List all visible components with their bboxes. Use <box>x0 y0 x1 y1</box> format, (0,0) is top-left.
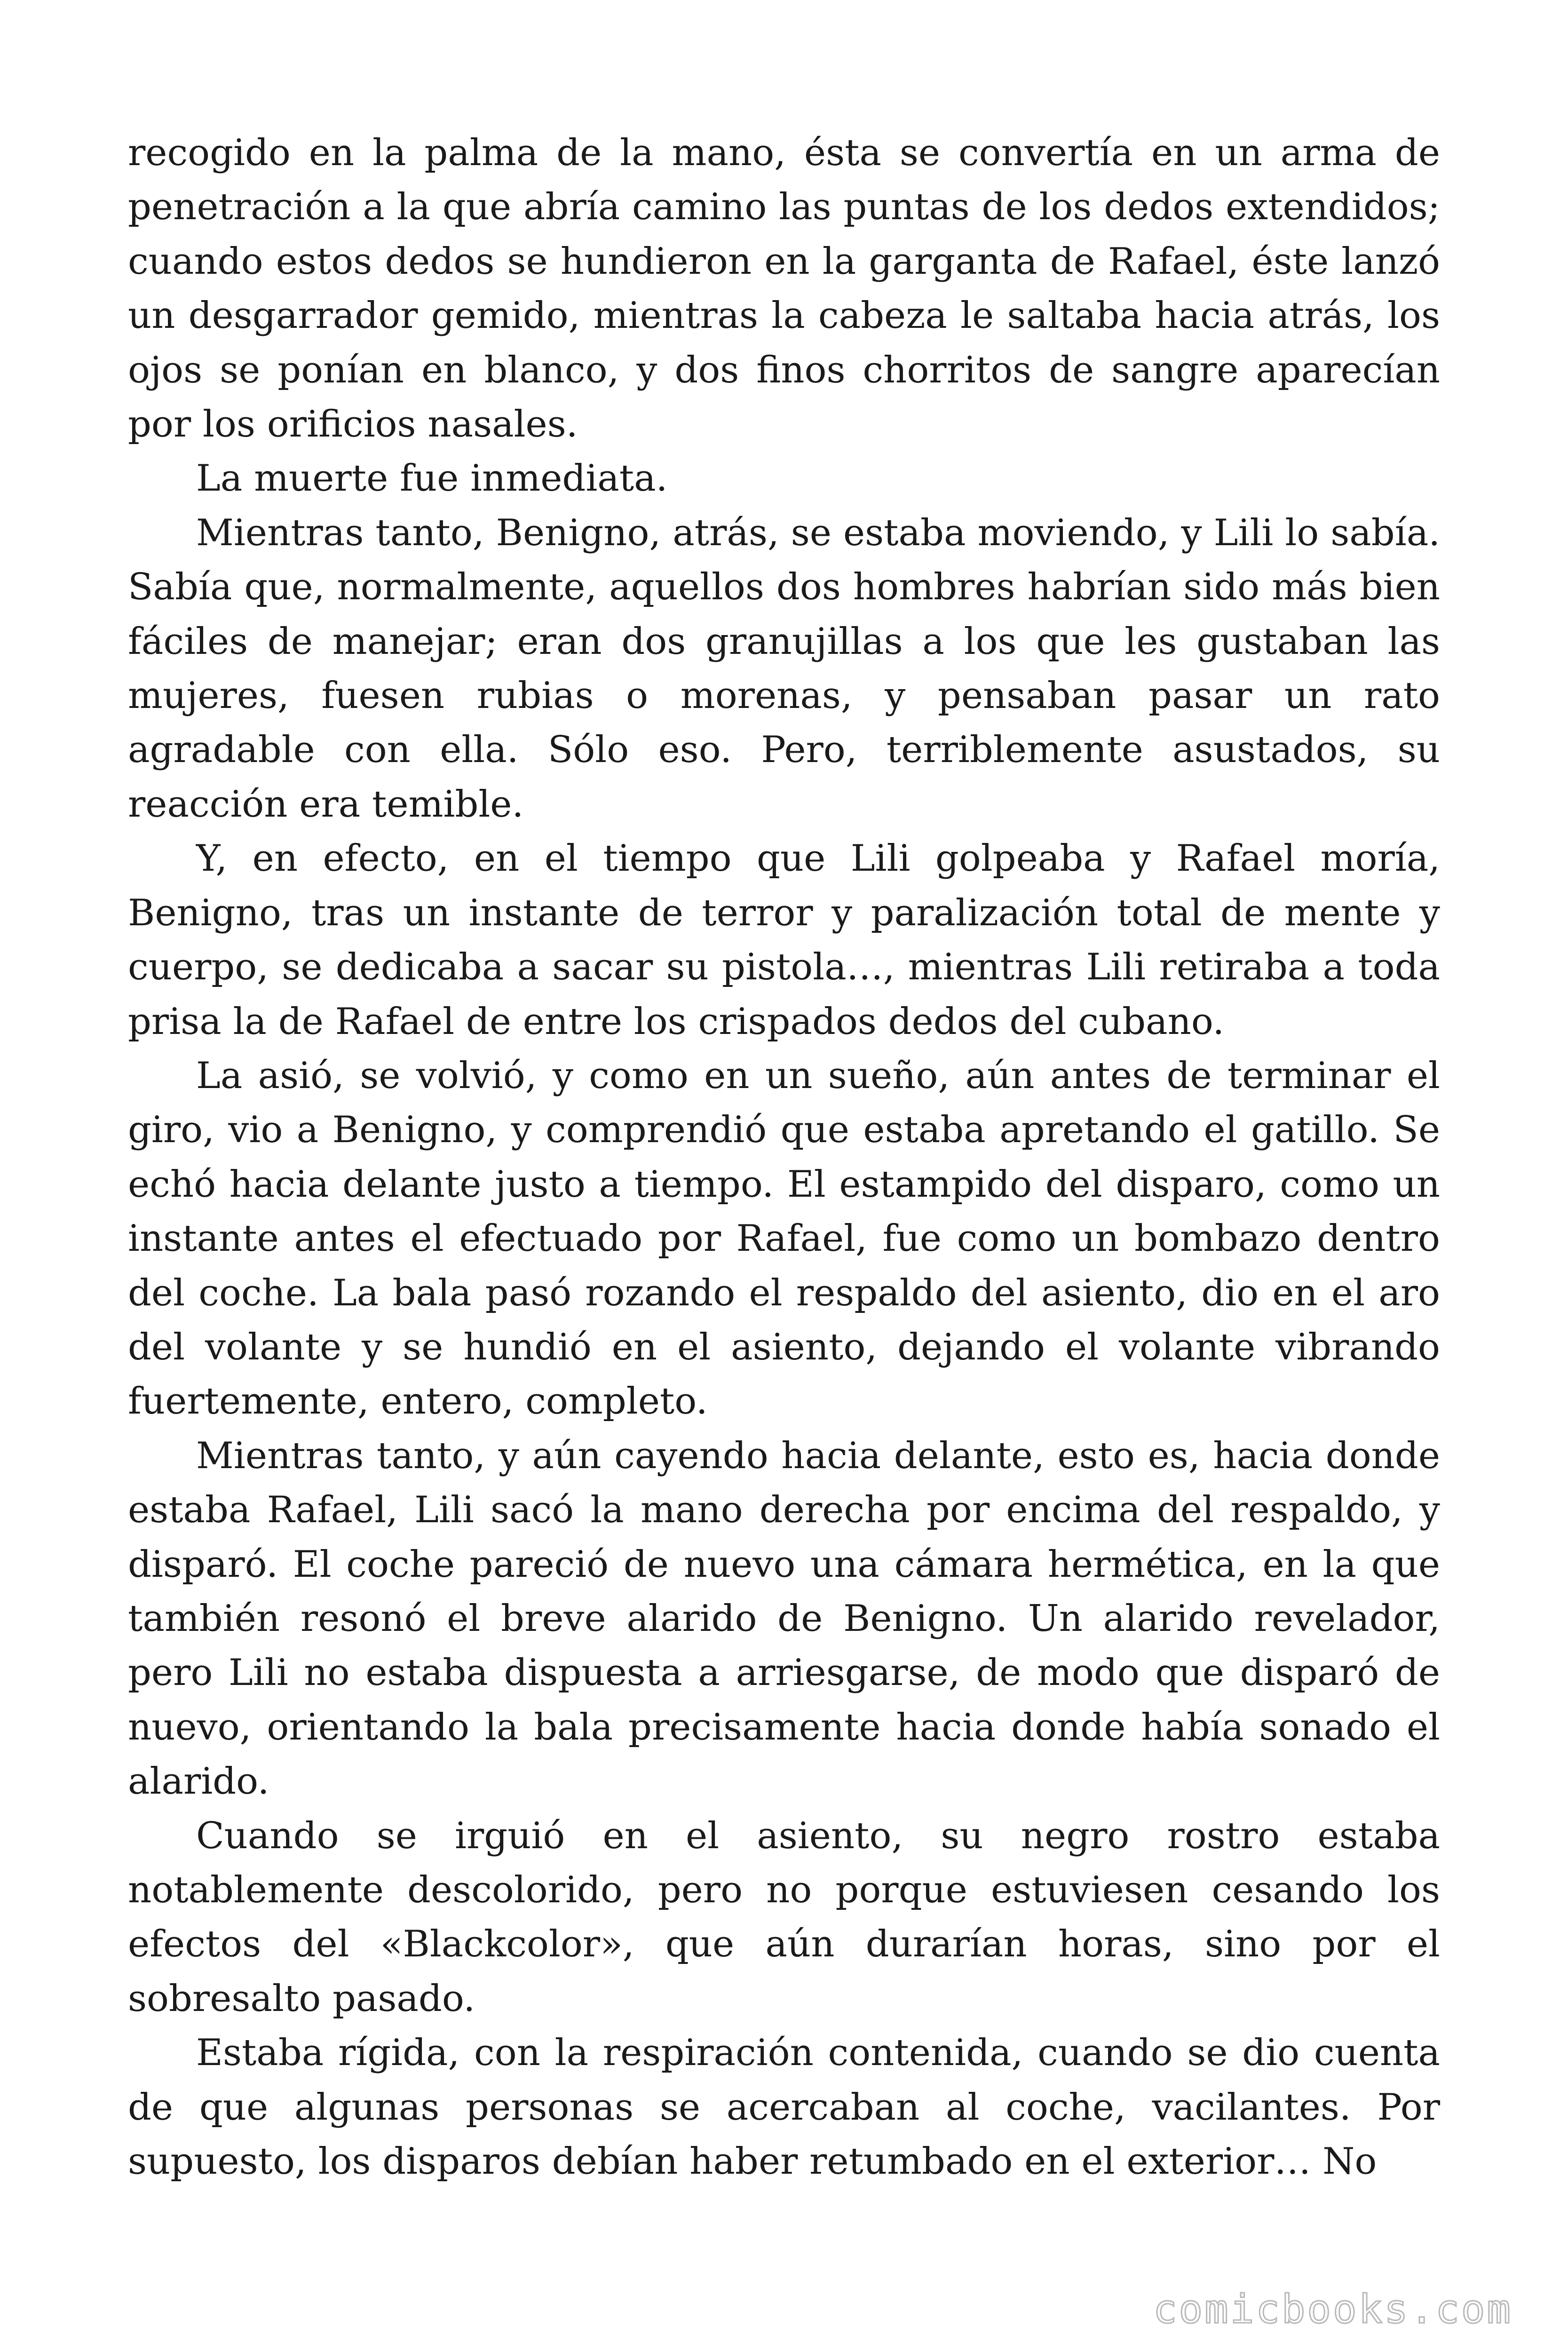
paragraph: Mientras tanto, y aún cayendo hacia delante, esto es, hacia donde estaba Rafael, Lili sacó la mano derecha por encima del respaldo, y disparó. El coche pareció de nuevo una cámara hermética, en la que también resonó el breve alarido de Benigno. Un alarido revelador, pero Lili no estaba dispuesta a arriesgarse, de modo que disparó de nuevo, orientando la bala precisamente hacia donde había sonado el alarido. <box>128 1434 1440 1803</box>
paragraph: Y, en efecto, en el tiempo que Lili golpeaba y Rafael moría, Benigno, tras un instante de terror y paralización total de mente y cuerpo, se dedicaba a sacar su pistola…, mientras Lili retiraba a toda prisa la de Rafael de entre los crispados dedos del cubano. <box>128 837 1440 1043</box>
paragraph: La muerte fue inmediata. <box>196 457 668 500</box>
paragraph: La asió, se volvió, y como en un sueño, aún antes de terminar el giro, vio a Benigno, y comprendió que estaba apretando el gatillo. Se echó hacia delante justo a tiempo. El estampido del disparo, como un instante antes el efectuado por Rafael, fue como un bombazo dentro del coche. La bala pasó rozando el respaldo del asiento, dio en el aro del volante y se hundió en el asiento, dejando el volante vibrando fuertemente, entero, completo. <box>128 1054 1440 1423</box>
paragraph: Estaba rígida, con la respiración contenida, cuando se dio cuenta de que algunas personas se acercaban al coche, vacilantes. Por supuesto, los disparos debían haber retumbado en el exterior… No <box>128 2032 1440 2183</box>
paragraph: Mientras tanto, Benigno, atrás, se estaba moviendo, y Lili lo sabía. Sabía que, normalmente, aquellos dos hombres habrían sido más bien fáciles de manejar; eran dos granujillas a los que les gustaban las mujeres, fuesen rubias o morenas, y pensaban pasar un rato agradable con ella. Sólo eso. Pero, terriblemente asustados, su reacción era temible. <box>128 511 1440 826</box>
watermark-text: comicbooks.com <box>1153 2286 1513 2332</box>
body-text <box>128 126 1440 2189</box>
paragraph-continued: recogido en la palma de la mano, ésta se convertía en un arma de penetración a la que abría camino las puntas de los dedos extendidos; cuando estos dedos se hundieron en la garganta de Rafael, éste lanzó un desgarrador gemido, mientras la cabeza le saltaba hacia atrás, los ojos se ponían en blanco, y dos finos chorritos de sangre aparecían por los orificios nasales. <box>128 132 1440 446</box>
paragraph: Cuando se irguió en el asiento, su negro rostro estaba notablemente descolorido, pero no porque estuviesen cesando los efectos del «Blackcolor», que aún durarían horas, sino por el sobresalto pasado. <box>128 1814 1440 2020</box>
